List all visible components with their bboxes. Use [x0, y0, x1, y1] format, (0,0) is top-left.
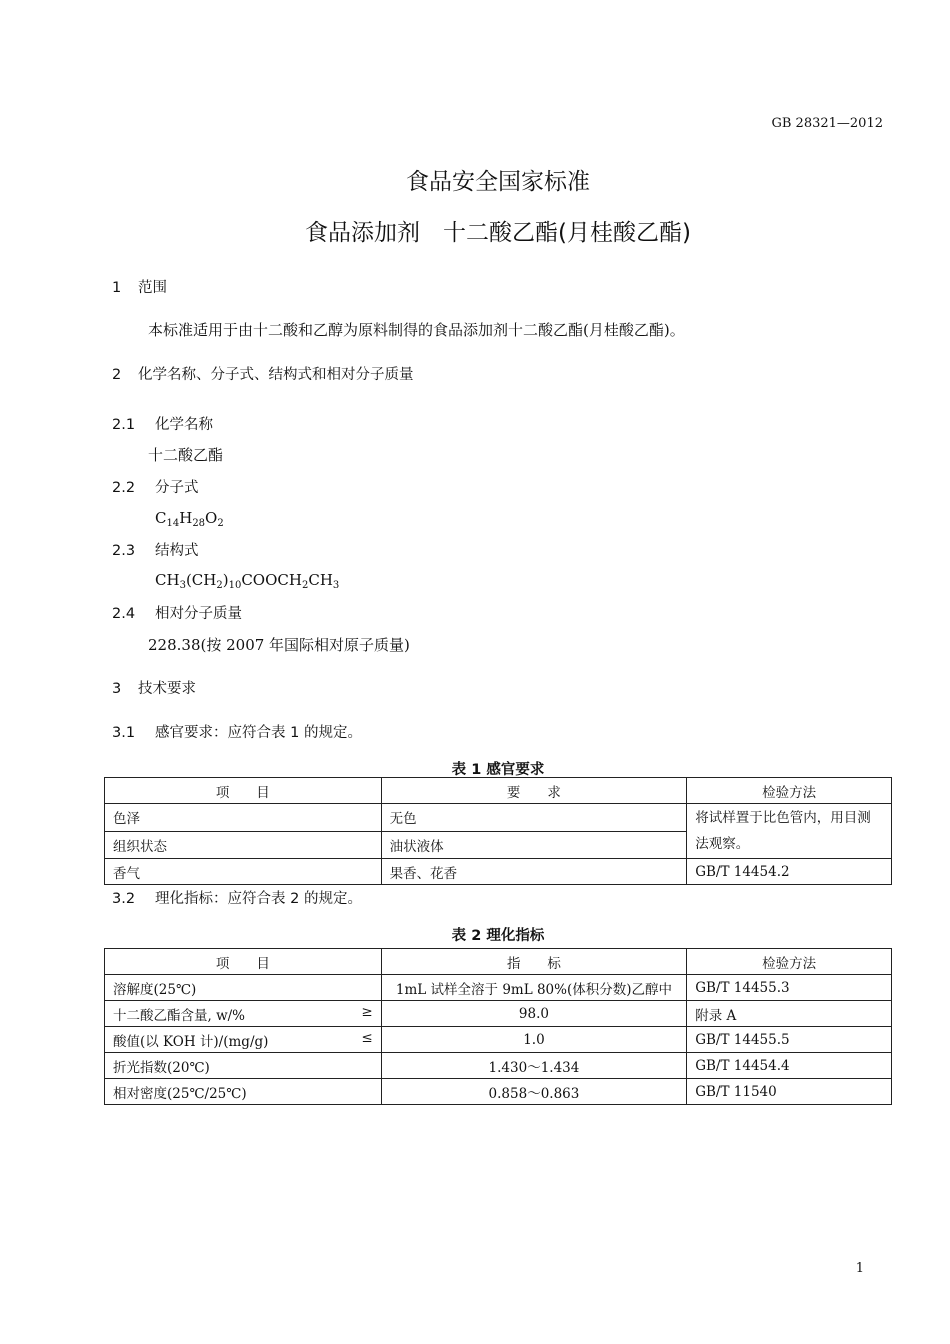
item-cell: 色泽 — [105, 804, 382, 832]
section-2-2-heading — [112, 476, 199, 497]
requirement-cell: 无色 — [381, 804, 687, 832]
table-header-row — [105, 949, 892, 975]
method-cell: 将试样置于比色管内，用目测法观察。 — [687, 804, 892, 859]
section-3-2-heading — [112, 887, 362, 908]
table-row — [105, 1053, 892, 1079]
column-header: 项 目 — [105, 949, 382, 975]
section-number: 2.1 — [112, 417, 136, 433]
document-title: 食品安全国家标准 — [406, 169, 590, 195]
section-number: 2.2 — [112, 480, 136, 496]
item-cell: 溶解度(25℃) — [105, 975, 382, 1001]
structural-formula: $CH_3(CH_2)_{10}COOCH_2CH_3$ — [155, 571, 340, 591]
chemical-name: 十二酸乙酯 — [148, 446, 224, 464]
section-title: 理化指标：应符合表 2 的规定。 — [155, 891, 362, 907]
table-row — [105, 859, 892, 885]
section-number: 3 — [112, 681, 122, 697]
table-row — [105, 1079, 892, 1105]
scope-text: 本标准适用于由十二酸和乙醇为原料制得的食品添加剂十二酸乙酯(月桂酸乙酯)。 — [148, 321, 685, 339]
section-title: 化学名称 — [155, 417, 213, 433]
table-row — [105, 1027, 892, 1053]
table-1-sensory-requirements — [104, 777, 892, 885]
table-2-caption: 表 2 理化指标 — [451, 928, 545, 944]
value-cell: 0.858～0.863 — [381, 1079, 687, 1105]
method-cell: GB/T 14454.2 — [687, 859, 892, 885]
table-row — [105, 1001, 892, 1027]
molecular-weight: 228.38(按 2007 年国际相对原子质量) — [148, 636, 410, 654]
section-number: 2.4 — [112, 606, 136, 622]
method-cell: GB/T 14455.3 — [687, 975, 892, 1001]
section-title: 分子式 — [155, 480, 199, 496]
section-3-1-heading — [112, 721, 362, 742]
document-subtitle: 食品添加剂 十二酸乙酯(月桂酸乙酯) — [305, 220, 691, 246]
table-2-physicochemical-indicators — [104, 948, 892, 1105]
section-2-3-heading — [112, 539, 199, 560]
column-header: 指 标 — [381, 949, 687, 975]
section-title: 化学名称、分子式、结构式和相对分子质量 — [138, 367, 414, 383]
section-title: 结构式 — [155, 543, 199, 559]
section-2-4-heading — [112, 602, 242, 623]
value-cell: 1.0 — [381, 1027, 687, 1053]
column-header: 要 求 — [381, 778, 687, 804]
section-title: 技术要求 — [138, 681, 196, 697]
method-cell: GB/T 11540 — [687, 1079, 892, 1105]
item-cell: 十二酸乙酯含量, w/% ≥ — [105, 1001, 382, 1027]
section-1-heading — [112, 276, 167, 297]
item-cell: 组织状态 — [105, 831, 382, 859]
table-row — [105, 804, 892, 832]
item-cell: 折光指数(20℃) — [105, 1053, 382, 1079]
column-header: 检验方法 — [687, 778, 892, 804]
standard-number: GB 28321—2012 — [771, 116, 883, 131]
section-title: 感官要求：应符合表 1 的规定。 — [155, 725, 362, 741]
method-cell: GB/T 14454.4 — [687, 1053, 892, 1079]
table-1-caption: 表 1 感官要求 — [451, 762, 545, 778]
requirement-cell: 油状液体 — [381, 831, 687, 859]
section-number: 1 — [112, 280, 122, 296]
item-cell: 酸值(以 KOH 计)/(mg/g) ≤ — [105, 1027, 382, 1053]
value-cell: 1.430～1.434 — [381, 1053, 687, 1079]
molecular-formula: $C_{14}H_{28}O_2$ — [155, 509, 224, 529]
table-row — [105, 975, 892, 1001]
section-3-heading — [112, 677, 196, 698]
section-title: 范围 — [138, 280, 167, 296]
table-header-row — [105, 778, 892, 804]
value-cell: 1mL 试样全溶于 9mL 80%(体积分数)乙醇中 — [381, 975, 687, 1001]
section-title: 相对分子质量 — [155, 606, 242, 622]
section-number: 2 — [112, 367, 122, 383]
method-cell: GB/T 14455.5 — [687, 1027, 892, 1053]
section-number: 3.1 — [112, 725, 136, 741]
section-2-heading — [112, 363, 414, 384]
value-cell: 98.0 — [381, 1001, 687, 1027]
requirement-cell: 果香、花香 — [381, 859, 687, 885]
method-cell: 附录 A — [687, 1001, 892, 1027]
section-number: 3.2 — [112, 891, 136, 907]
item-cell: 相对密度(25℃/25℃) — [105, 1079, 382, 1105]
item-cell: 香气 — [105, 859, 382, 885]
section-number: 2.3 — [112, 543, 136, 559]
page-number: 1 — [855, 1261, 864, 1276]
column-header: 项 目 — [105, 778, 382, 804]
column-header: 检验方法 — [687, 949, 892, 975]
section-2-1-heading — [112, 413, 213, 434]
